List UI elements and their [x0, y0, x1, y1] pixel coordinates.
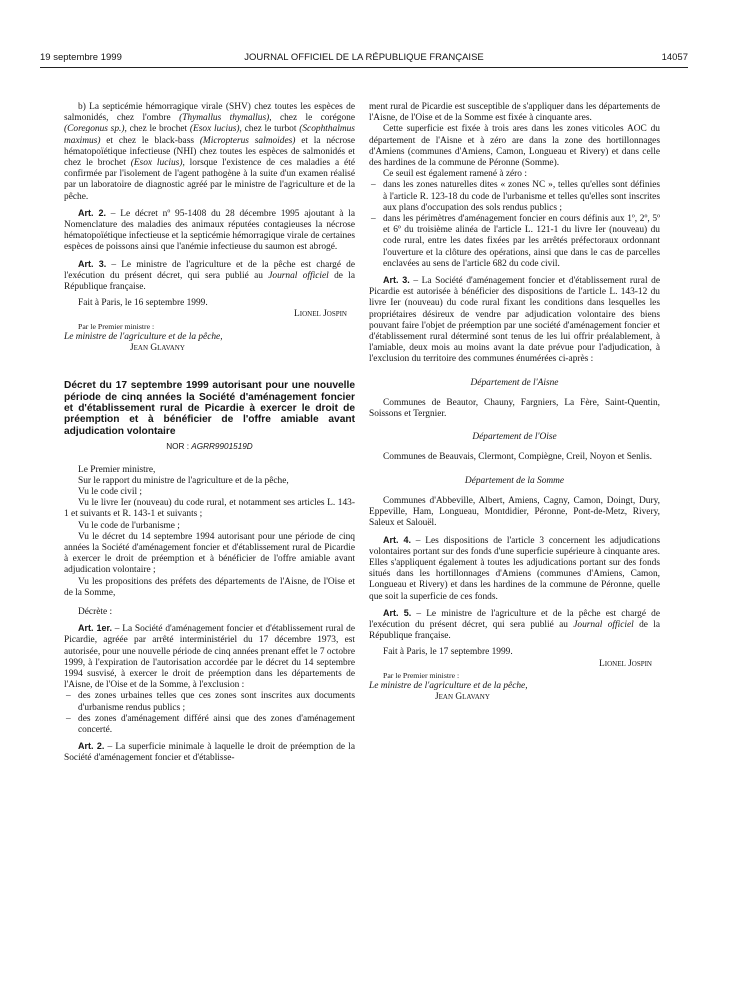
page-number: 14057 [661, 52, 688, 63]
list-item: – dans les zones naturelles dites « zones NC », telles qu'elles sont définies à l'article R. 123-18 du code de l'urbanisme et telles qu'elles sont inscrites aux plans d'occupation des sols rendus publics ; [369, 180, 660, 214]
visa: Vu le code civil ; [78, 486, 142, 497]
paragraph: Cette superficie est fixée à trois ares dans les zones viticoles AOC du département de l'Aisne et à zéro are dans la zone des hortillonnages d'Amiens (communes d'Amiens, Camon, Longueau et Rivery) et dans celle des hardines de la commune de Péronne (Somme). [369, 124, 660, 169]
fait-a-paris: Fait à Paris, le 17 septembre 1999. [383, 647, 513, 658]
premier-ministre: Le Premier ministre, [78, 464, 156, 475]
department-heading: Département de l'Oise [472, 432, 557, 443]
communes-list: Communes d'Abbeville, Albert, Amiens, Cagny, Camon, Doingt, Dury, Eppeville, Ham, Longueau, Montdidier, Péronne, Pont-de-Metz, Rivery, Saleux et Salouël. [369, 495, 660, 529]
communes-list: Communes de Beauvais, Clermont, Compiègne, Creil, Noyon et Senlis. [383, 452, 652, 463]
header-rule [40, 67, 688, 68]
par-le-premier-ministre: Par le Premier ministre : [383, 670, 460, 680]
signature-prime-minister: Lionel Jospin [599, 658, 652, 669]
list-item: – des zones d'aménagement différé ainsi que des zones d'aménagement concerté. [64, 714, 355, 736]
article-5: Art. 5. – Le ministre de l'agriculture et de la pêche est chargé de l'exécution du présent décret, qui sera publié au Journal officiel de la République française. [369, 607, 660, 642]
decret-title: Décret du 17 septembre 1999 autorisant pour une nouvelle période de cinq années la Société d'aménagement foncier et d'établissement rural de Picardie à exercer le droit de préemption et à bénéficier de l'offre amiable avant adjudication volontaire [64, 380, 355, 437]
article-1: Art. 1er. – La Société d'aménagement foncier et d'établissement rural de Picardie, agréée par arrêté interministériel du 17 décembre 1973, est autorisée, pour une nouvelle période de cinq années prenant effet le 7 octobre 1999, à l'expiration de l'autorisation accordée par le décret du 14 septembre 1994 susvisé, à exercer le droit de préemption dans les départements de l'Aisne, de l'Oise et de la Somme, à l'exclusion : [64, 623, 355, 691]
seuil-list [369, 180, 660, 270]
header-date: 19 septembre 1999 [40, 52, 122, 63]
communes-list: Communes de Beautor, Chauny, Fargniers, La Fère, Saint-Quentin, Soissons et Tergnier. [369, 397, 660, 420]
department-heading: Département de la Somme [464, 475, 565, 486]
right-column [369, 102, 660, 703]
visa: Sur le rapport du ministre de l'agriculture et de la pêche, [78, 475, 289, 486]
article-3: Art. 3. – Le ministre de l'agriculture et de la pêche est chargé de l'exécution du présent décret, qui sera publié au Journal officiel de la République française. [64, 258, 355, 293]
visa: Vu le livre Ier (nouveau) du code rural, et notamment ses articles L. 143-1 et suivants et R. 143-1 et suivants ; [64, 498, 355, 520]
decrete: Décrète : [78, 606, 113, 617]
left-column [64, 102, 355, 765]
minister-title: Le ministre de l'agriculture et de la pêche, [369, 680, 528, 691]
continuation-paragraph: ment rural de Picardie est susceptible de s'appliquer dans les départements de l'Aisne, de l'Oise et de la Somme est fixée à cinquante ares. [369, 102, 660, 124]
article-2: Art. 2. – Le décret nº 95-1408 du 28 décembre 1995 ajoutant à la Nomenclature des maladies des animaux réputées contagieuses la nécrose hématopoïétique infectieuse et la septicémie hémorragique virale de certaines espèces de poissons ainsi que l'anémie infectieuse du saumon est abrogé. [64, 207, 356, 253]
visa: Vu le décret du 14 septembre 1994 autorisant pour une période de cinq années la Société d'aménagement foncier et d'établissement rural de Picardie à exercer le droit de préemption et à bénéficier de l'offre amiable avant adjudication volontaire ; [64, 531, 355, 576]
list-item: – des zones urbaines telles que ces zones sont inscrites aux documents d'urbanisme rendus publics ; [64, 691, 355, 713]
article-2-decret: Art. 2. – La superficie minimale à laquelle le droit de préemption de la Société d'aménagement foncier et d'établisse- [64, 741, 355, 764]
visa: Vu les propositions des préfets des départements de l'Aisne, de l'Oise et de la Somme, [64, 576, 355, 598]
par-le-premier-ministre: Par le Premier ministre : [78, 321, 155, 331]
article-4: Art. 4. – Les dispositions de l'article 3 concernent les adjudications volontaires portant sur des fonds d'une superficie supérieure à cinquante ares. Elles s'appliquent également à toutes les adjudications portant sur des fonds situés dans les hortillonnages d'Amiens (communes d'Amiens, Camon, Longueau et Rivery) et dans les hardines de la commune de Péronne, quelle que soit la superficie de ces fonds. [369, 534, 660, 602]
paragraph-b: b) La septicémie hémorragique virale (SHV) chez toutes les espèces de salmonidés, chez l'ombre (Thymallus thymallus), chez le corégone (Coregonus sp.), chez le brochet (Esox lucius), chez le turbot (Scophthalmus maximus) et chez le black-bass (Micropterus salmoides) et la nécrose hématopoïétique infectieuse (NHI) chez toutes les espèces de salmonidés et chez le brochet (Esox lucius), lorsque l'existence de ces maladies a été confirmée par l'isolement de l'agent pathogène à la suite d'un examen réalisé par un laboratoire de diagnostic agréé par le ministre de l'agriculture et de la pêche. [64, 102, 355, 202]
fait-a-paris: Fait à Paris, le 16 septembre 1999. [78, 298, 208, 309]
journal-title: JOURNAL OFFICIEL DE LA RÉPUBLIQUE FRANÇAISE [244, 52, 484, 63]
paragraph: Ce seuil est également ramené à zéro : [383, 169, 527, 180]
nor-reference: NOR : AGRR9901519D [166, 442, 253, 452]
exclusion-list [64, 691, 355, 736]
minister-title: Le ministre de l'agriculture et de la pêche, [64, 331, 223, 342]
department-heading: Département de l'Aisne [470, 377, 559, 388]
list-item: – dans les périmètres d'aménagement foncier en cours définis aux 1º, 2º, 5º et 6º du troisième alinéa de l'article L. 121-1 du livre Ier (nouveau) du code rural, entre les dates fixées par les arrêtés préfectoraux ordonnant l'ouverture et la clôture des opérations, ainsi que dans le cas de parcelles enclavées au sens de l'article 682 du code civil. [369, 214, 660, 270]
article-3: Art. 3. – La Société d'aménagement foncier et d'établissement rural de Picardie est autorisée à bénéficier des dispositions de l'article L. 143-12 du livre Ier (nouveau) du code rural fixant les conditions dans lesquelles les propriétaires désireux de vendre par adjudication volontaire des biens pouvant faire l'objet de préemption par une société d'aménagement foncier et d'établissement rural déterminé sont tenus de les lui offrir préalablement, à l'amiable, deux mois au moins avant la date prévue pour l'adjudication, à l'exclusion du territoire des communes énumérées ci-après : [369, 275, 660, 365]
page-header [40, 52, 688, 66]
minister-name: Jean Glavany [130, 343, 185, 354]
signature-prime-minister: Lionel Jospin [294, 309, 347, 320]
visa: Vu le code de l'urbanisme ; [78, 520, 180, 531]
minister-name: Jean Glavany [435, 692, 490, 703]
